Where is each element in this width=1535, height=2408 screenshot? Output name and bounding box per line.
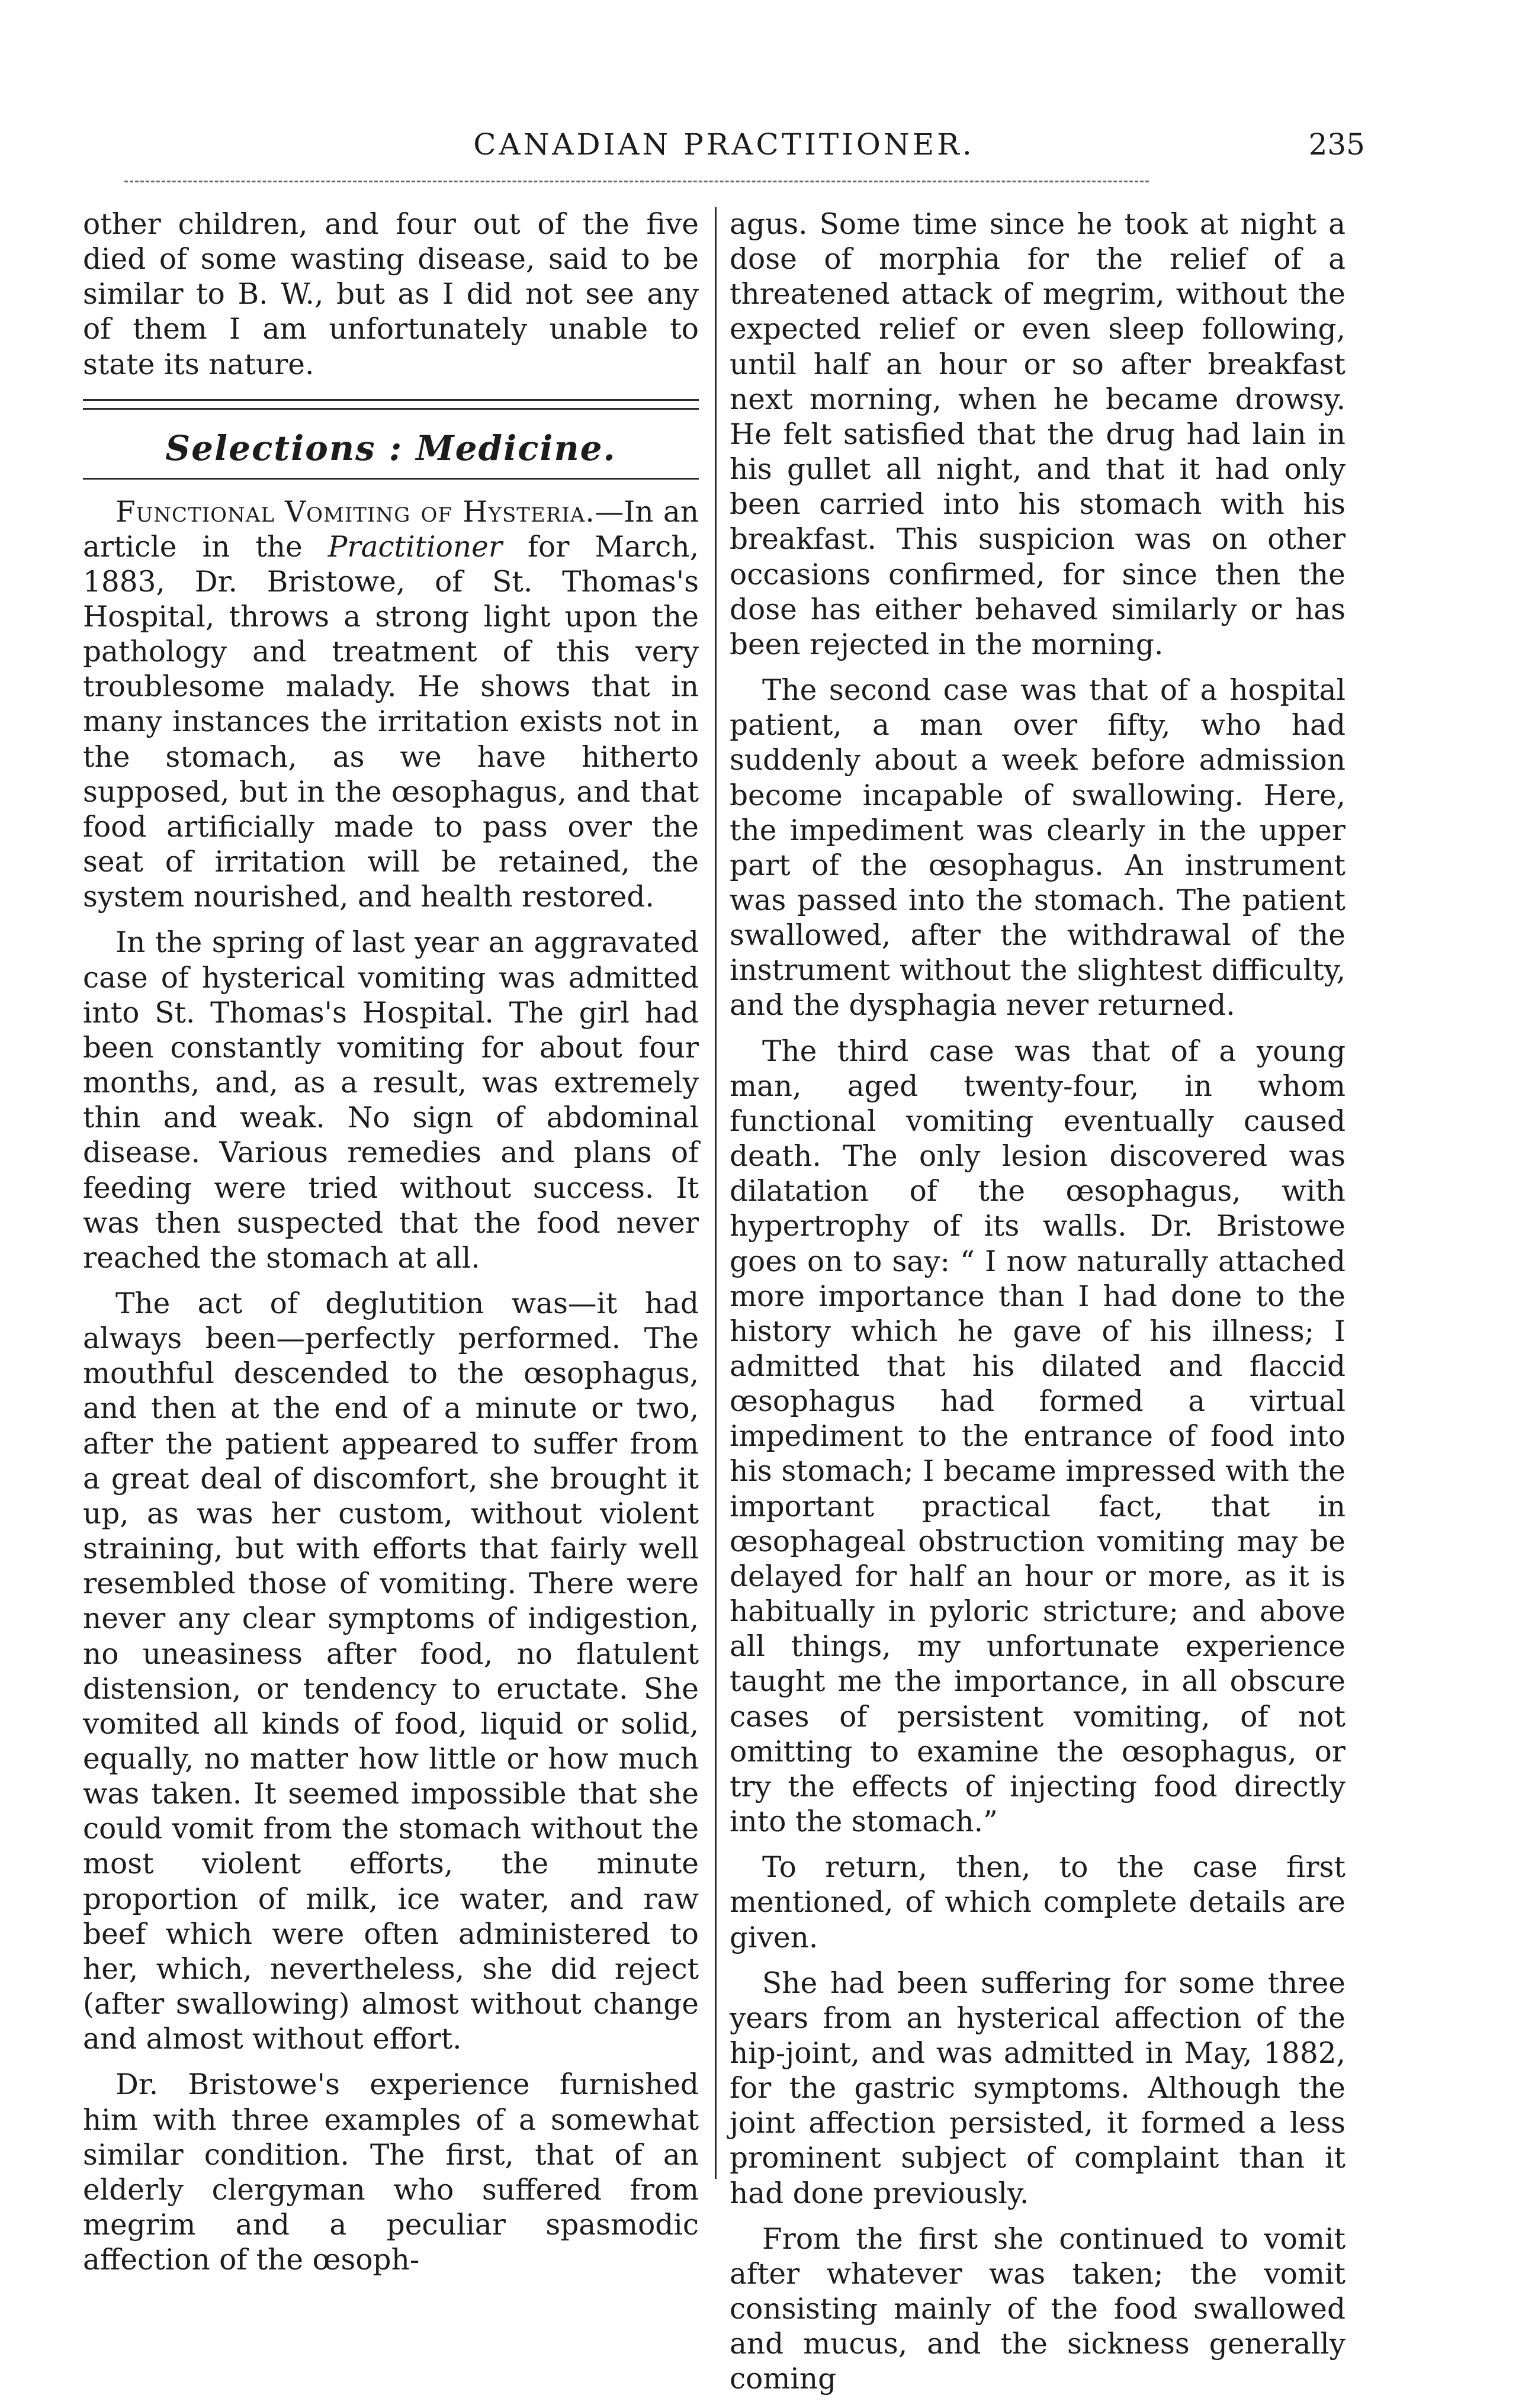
paragraph: Dr. Bristowe's experience furnished him with three examples of a somewhat similar condition. The first, that of an elderly clergyman who suffered from megrim and a peculiar spasmodic affection of the œsoph- — [83, 2068, 699, 2277]
section-title: Selections : Medicine. — [165, 427, 616, 468]
paragraph: The second case was that of a hospital patient, a man over fifty, who had suddenly about a week before admission become incapable of swallowing. Here, the impediment was clearly in the upper part of the œsophagus. An instrument was passed into the stomach. The patient swallowed, after the withdrawal of the instrument without the slightest difficulty, and the dysphagia never returned. — [730, 674, 1345, 1023]
paragraph-continuation: agus. Some time since he took at night a dose of morphia for the relief of a threatened attack of megrim, without the expected relief or even sleep following, until half an hour or so after breakfast next morning, when he became drowsy. He felt satisfied that the drug had lain in his gullet all night, and that it had only been carried into his stomach with his breakfast. This suspicion was on other occasions confirmed, for since then the dose has either behaved similarly or has been rejected in the morning. — [730, 208, 1345, 661]
paragraph: To return, then, to the case first mentioned, of which complete details are given. — [730, 1851, 1345, 1954]
journal-title: Practitioner — [327, 530, 503, 564]
section-rule — [83, 478, 699, 480]
article-intro-text-a: —In an article in the — [83, 495, 699, 564]
paragraph-article-intro — [83, 495, 699, 915]
paragraph-continuation: other children, and four out of the five died of some wasting disease, said to be similar to B. W., but as I did not see any of them I am unfortunately unable to state its nature. — [83, 208, 699, 381]
article-heading: Functional Vomiting of Hysteria. — [115, 495, 595, 529]
page-number: 235 — [1308, 127, 1365, 162]
paragraph: The third case was that of a young man, aged twenty-four, in whom functional vomiting eventually caused death. The only lesion discovered was dilatation of the œsophagus, with hypertrophy of its walls. Dr. Bristowe goes on to say: “ I now naturally attached more importance than I had done to the history which he gave of his illness; I admitted that his dilated and flaccid œsophagus had formed a virtual impediment to the entrance of food into his stomach; I became impressed with the important practical fact, that in œsophageal obstruction vomiting may be delayed for half an hour or more, as it is habitually in pyloric stricture; and above all things, my unfortunate experience taught me the importance, in all obscure cases of persistent vomiting, of not omitting to examine the œsophagus, or try the effects of injecting food directly into the stomach.” — [730, 1034, 1345, 1839]
page-header — [83, 127, 1365, 175]
paragraph: In the spring of last year an aggravated case of hysterical vomiting was admitted into St. Thomas's Hospital. The girl had been constantly vomiting for about four months, and, as a result, was extremely thin and weak. No sign of abdominal disease. Various remedies and plans of feeding were tried without success. It was then suspected that the food never reached the stomach at all. — [83, 926, 699, 1275]
paragraph: From the first she continued to vomit after whatever was taken; the vomit consisting mainly of the food swallowed and mucus, and the sickness generally coming — [730, 2222, 1345, 2396]
running-title: CANADIAN PRACTITIONER. — [473, 127, 975, 162]
double-rule — [83, 399, 699, 410]
article-intro-text-b: for March, 1883, Dr. Bristowe, of St. Thomas's Hospital, throws a strong light upon the pathology and treatment of this very troublesome malady. He shows that in many instances the irritation exists not in the stomach, as we have hitherto supposed, but in the œsophagus, and that food artificially made to pass over the seat of irritation will be retained, the system nourished, and health restored. — [83, 530, 699, 914]
left-column — [83, 207, 699, 2288]
right-column — [730, 207, 1345, 2408]
header-rule — [124, 181, 1149, 182]
paragraph: The act of deglutition was—it had always been—perfectly performed. The mouthful descended to the œsophagus, and then at the end of a minute or two, after the patient appeared to suffer from a great deal of discomfort, she brought it up, as was her custom, without violent straining, but with efforts that fairly well resembled those of vomiting. There were never any clear symptoms of indigestion, no uneasiness after food, no flatulent distension, or tendency to eructate. She vomited all kinds of food, liquid or solid, equally, no matter how little or how much was taken. It seemed impossible that she could vomit from the stomach without the most violent efforts, the minute proportion of milk, ice water, and raw beef which were often administered to her, which, nevertheless, she did reject (after swallowing) almost without change and almost without effort. — [83, 1287, 699, 2056]
column-divider — [715, 207, 717, 2179]
paragraph: She had been suffering for some three years from an hysterical affection of the hip-joint, and was admitted in May, 1882, for the gastric symptoms. Although the joint affection persisted, it formed a less prominent subject of complaint than it had done previously. — [730, 1966, 1345, 2210]
